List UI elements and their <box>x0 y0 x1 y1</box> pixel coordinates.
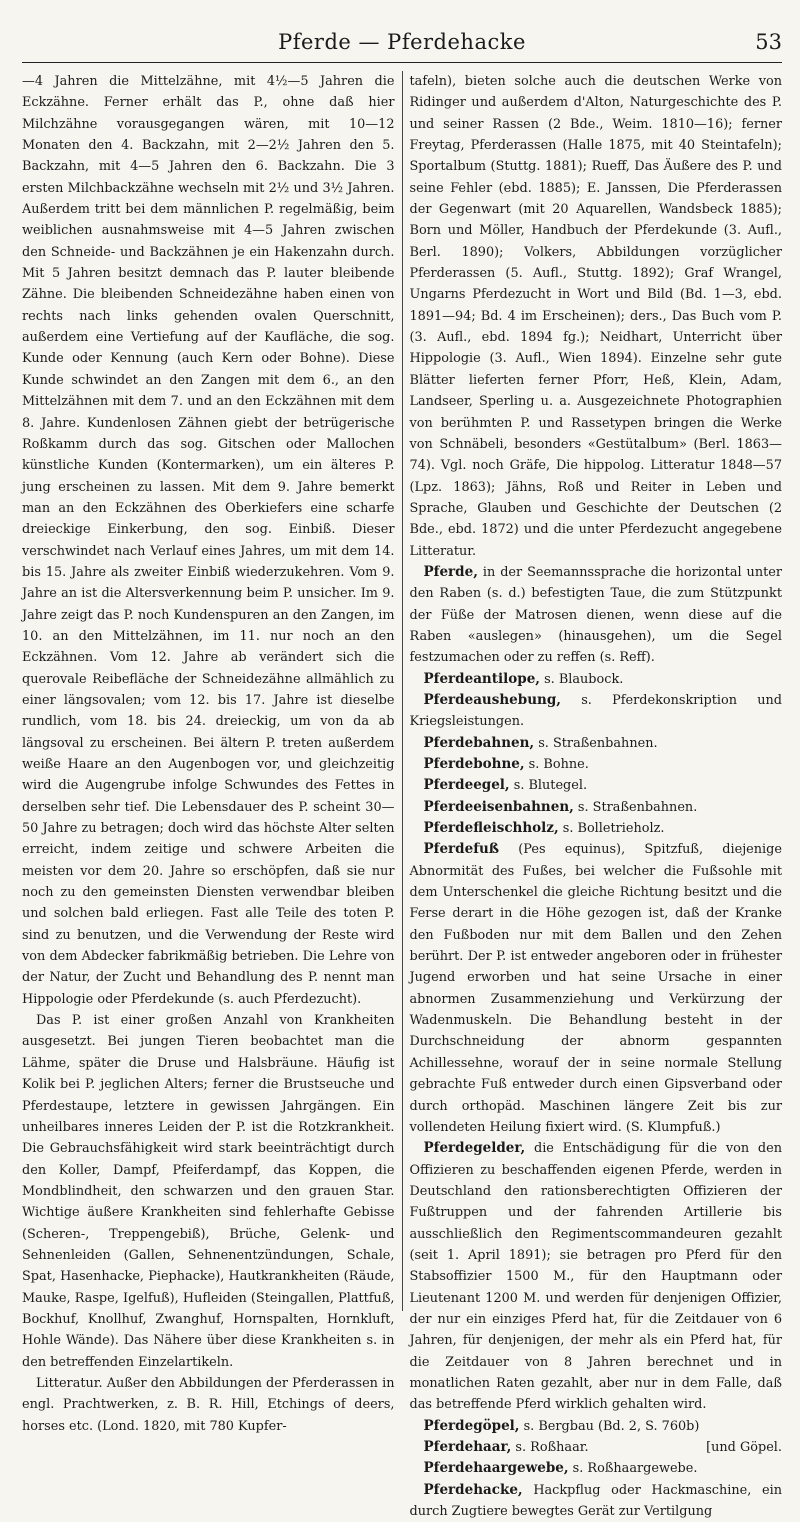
dictionary-entry <box>410 1138 783 1415</box>
dictionary-entry <box>410 754 783 775</box>
article-paragraph: Litteratur. Außer den Abbildungen der Pferderassen in engl. Prachtwerken, z. B. R. Hill, Etchings of deers, horses etc. (Lond. 1820, mit 780 Kupfer- <box>22 1375 395 1434</box>
entry-headword: Pferdefleischholz, <box>423 820 559 837</box>
entry-headword: Pferdebahnen, <box>423 734 535 751</box>
entry-headword: Pferdebohne, <box>423 756 525 772</box>
right-column <box>402 71 783 1520</box>
entry-text: s. Roßhaargewebe. <box>568 1461 698 1477</box>
entry-headword: Pferdeeisenbahnen, <box>423 798 574 815</box>
entry-headword: Pferdeaushebung, <box>423 691 561 708</box>
dictionary-entry <box>410 562 783 669</box>
dictionary-entry <box>410 775 783 796</box>
entry-headword: Pferdeantilope, <box>423 670 540 687</box>
text-columns <box>22 71 782 1520</box>
entry-text: die Entschädigung für die von den Offizieren zu beschaffenden eigenen Pferde, werden in Deutschland den rationsberechtigten Offizieren der Fußtruppen und der fahrenden Artillerie bis ausschließlich den Regimentscommandeuren gezahlt (seit 1. April 1891); sie betragen pro Pferd für den Stabsoffizier 1500 M., für den Hauptmann oder Lieutenant 1200 M. und werden für denjenigen Offizier, der nur ein einziges Pferd hat, für die Zeitdauer von 6 Jahren, für denjenigen, der mehr als ein Pferd hat, für die Zeitdauer von 8 Jahren berechnet und in monatlichen Raten gezahlt, aber nur in dem Falle, daß das betreffende Pferd wirklich gehalten wird. <box>409 1141 782 1413</box>
entry-text: s. Bolletrieholz. <box>558 821 665 837</box>
entry-headword: Pferdegöpel, <box>423 1417 520 1434</box>
entry-text: s. Straßenbahnen. <box>534 735 658 751</box>
entry-text: s. Roßhaar. <box>511 1440 589 1455</box>
entry-text: (Pes equinus), Spitzfuß, diejenige Abnormität des Fußes, bei welcher die Fußsohle mit dem Unterschenkel die gleiche Richtung besitzt und die Ferse derart in die Höhe gezogen ist, daß der Kranke den Fußboden nur mit dem Ballen und den Zehen berührt. Der P. ist entweder angeboren oder in frühester Jugend erworben und hat seine Ursache in einer abnormen Zusammenziehung und Verkürzung der Wadenmuskeln. Die Behandlung besteht in der Durchschneidung der abnorm gespannten Achillessehne, worauf der in seine normale Stellung gebrachte Fuß entweder durch einen Gipsverband oder durch orthopäd. Maschinen längere Zeit bis zur vollendeten Heilung fixiert wird. (S. Klumpfuß.) <box>409 842 782 1135</box>
dictionary-entry <box>410 733 783 754</box>
left-column <box>22 71 402 1434</box>
page-header <box>22 28 782 63</box>
dictionary-entry <box>410 1458 783 1479</box>
entry-headword: Pferdegelder, <box>423 1140 526 1157</box>
page-number: 53 <box>755 30 782 54</box>
dictionary-entry <box>410 818 783 839</box>
article-paragraph: —4 Jahren die Mittelzähne, mit 4½—5 Jahren die Eckzähne. Ferner erhält das P., ohne daß hier Milchzähne vorausgegangen wären, mit 10—12 Monaten den 4. Backzahn, mit 2—2½ Jahren den 5. Backzahn, mit 4—5 Jahren den 6. Backzahn. Die 3 ersten Milchbackzähne wechseln mit 2½ und 3½ Jahren. Außerdem tritt bei dem männlichen P. regelmäßig, beim weiblichen ausnahmsweise mit 4—5 Jahren zwischen den Schneide- und Backzähnen je ein Hakenzahn durch. Mit 5 Jahren besitzt demnach das P. lauter bleibende Zähne. Die bleibenden Schneidezähne haben einen von rechts nach links gehenden ovalen Querschnitt, außerdem eine Vertiefung auf der Kaufläche, die sog. Kunde oder Kennung (auch Kern oder Bohne). Diese Kunde schwindet an den Zangen mit dem 6., an den Mittelzähnen mit dem 7. und an den Eckzähnen mit dem 8. Jahre. Kundenlosen Zähnen giebt der betrügerische Roßkamm durch das sog. Gitschen oder Mallochen künstliche Kunden (Kontermarken), um ein älteres P. jung erscheinen zu lassen. Mit dem 9. Jahre bemerkt man an den Eckzähnen des Oberkiefers eine scharfe dreieckige Einkerbung, den sog. Einbiß. Dieser verschwindet nach Verlauf eines Jahres, um mit dem 14. bis 15. Jahre als zweiter Einbiß wiederzukehren. Vom 9. Jahre an ist die Altersverkennung beim P. unsicher. Im 9. Jahre zeigt das P. noch Kundenspuren an den Zangen, im 10. an den Mittelzähnen, im 11. nur noch an den Eckzähnen. Vom 12. Jahre ab verändert sich die querovale Reibefläche der Schneidezähne allmählich zu einer längsovalen; vom 12. bis 17. Jahre ist dieselbe rundlich, vom 18. bis 24. dreieckig, um von da ab längsoval zu erscheinen. Bei ältern P. treten außerdem weiße Haare an den Augenbogen vor, und gleichzeitig wird die Augengrube infolge Schwundes des Fettes in derselben sehr tief. Die Lebensdauer des P. scheint 30—50 Jahre zu betragen; doch wird das höchste Alter selten erreicht, indem zeitige und schwere Arbeiten die meisten vor dem 20. Jahre so erschöpfen, daß sie nur noch zu den gemeinsten Diensten verwendbar bleiben und solchen bald erliegen. Fast alle Teile des toten P. sind zu benutzen, und die Verwendung der Reste wird von dem Abdecker fabrikmäßig betrieben. Die Lehre von der Natur, der Zucht und Behandlung des P. nennt man Hippologie oder Pferdekunde (s. auch Pferdezucht). <box>22 74 395 1007</box>
entry-text: s. Bergbau (Bd. 2, S. 760b) <box>519 1418 700 1434</box>
entry-text: s. Blaubock. <box>539 671 624 687</box>
entry-text: s. Blutegel. <box>509 778 588 794</box>
entry-headword: Pferdehacke, <box>423 1481 523 1498</box>
dictionary-entry <box>410 690 783 733</box>
entry-headword: Pferdeegel, <box>423 777 510 794</box>
entry-text: in der Seemannssprache die horizontal unter den Raben (s. d.) befestigten Taue, die zum Stützpunkt der Füße der Matrosen dienen, wenn diese auf die Raben «auslegen» (hinausgehen), um die Segel festzumachen oder zu reffen (s. Reff). <box>409 564 782 666</box>
entry-text: s. Bohne. <box>524 757 589 772</box>
entry-overflow-text: [und Göpel. <box>706 1440 782 1455</box>
entry-text: Hackpflug oder Hackmaschine, ein durch Zugtiere bewegtes Gerät zur Vertilgung <box>409 1482 782 1520</box>
dictionary-entry <box>410 1416 783 1437</box>
dictionary-entry <box>410 669 783 690</box>
entry-headword: Pferde, <box>423 563 478 580</box>
dictionary-entry <box>410 1480 783 1522</box>
dictionary-entry <box>410 839 783 1138</box>
entry-headword: Pferdehaar, <box>423 1439 512 1455</box>
running-title: Pferde — Pferdehacke <box>278 30 526 54</box>
dictionary-entry <box>410 797 783 818</box>
entry-text: s. Straßenbahnen. <box>573 799 698 815</box>
dictionary-entry <box>410 1437 783 1458</box>
entry-headword: Pferdehaargewebe, <box>423 1460 569 1477</box>
article-paragraph: Das P. ist einer großen Anzahl von Krankheiten ausgesetzt. Bei jungen Tieren beobachtet man die Lähme, später die Druse und Halsbräune. Häufig ist Kolik bei P. jeglichen Alters; ferner die Brustseuche und Pferdestaupe, letztere in gewissen Jahrgängen. Ein unheilbares inneres Leiden der P. ist die Rotzkrankheit. Die Gebrauchsfähigkeit wird stark beeinträchtigt durch den Koller, Dampf, Pfeiferdampf, das Koppen, die Mondblindheit, den schwarzen und den grauen Star. Wichtige äußere Krankheiten sind fehlerhafte Gebisse (Scheren-, Treppengebiß), Brüche, Gelenk- und Sehnenleiden (Gallen, Sehnenentzündungen, Schale, Spat, Hasenhacke, Piephacke), Hautkrankheiten (Räude, Mauke, Raspe, Igelfuß), Hufleiden (Steingallen, Plattfuß, Bockhuf, Knollhuf, Zwanghuf, Hornspalten, Hornkluft, Hohle Wände). Das Nähere über diese Krankheiten s. in den betreffenden Einzelartikeln. <box>22 1013 395 1370</box>
entry-text: s. Pferdekonskription und Kriegsleistungen. <box>409 692 782 730</box>
literature-continuation: tafeln), bieten solche auch die deutschen Werke von Ridinger und außerdem d'Alton, Naturgeschichte des P. und seiner Rassen (2 Bde., Weim. 1810—16); ferner Freytag, Pferderassen (Halle 1875, mit 40 Steintafeln); Sportalbum (Stuttg. 1881); Rueff, Das Äußere des P. und seine Fehler (ebd. 1885); E. Janssen, Die Pferderassen der Gegenwart (mit 20 Aquarellen, Wandsbeck 1885); Born und Möller, Handbuch der Pferdekunde (3. Aufl., Berl. 1890); Volkers, Abbildungen vorzüglicher Pferderassen (5. Aufl., Stuttg. 1892); Graf Wrangel, Ungarns Pferdezucht in Wort und Bild (Bd. 1—3, ebd. 1891—94; Bd. 4 im Erscheinen); ders., Das Buch vom P. (3. Aufl., ebd. 1894 fg.); Neidhart, Unterricht über Hippologie (3. Aufl., Wien 1894). Einzelne sehr gute Blätter lieferten ferner Pforr, Heß, Klein, Adam, Landseer, Sperling u. a. Ausgezeichnete Photographien von berühmten P. und Rassetypen bringen die Werke von Schnäbeli, besonders «Gestütalbum» (Berl. 1863—74). Vgl. noch Gräfe, Die hippolog. Litteratur 1848—57 (Lpz. 1863); Jähns, Roß und Reiter in Leben und Sprache, Glauben und Geschichte der Deutschen (2 Bde., ebd. 1872) und die unter Pferdezucht angegebene Litteratur. <box>409 74 782 559</box>
entry-headword: Pferdefuß <box>423 841 500 858</box>
